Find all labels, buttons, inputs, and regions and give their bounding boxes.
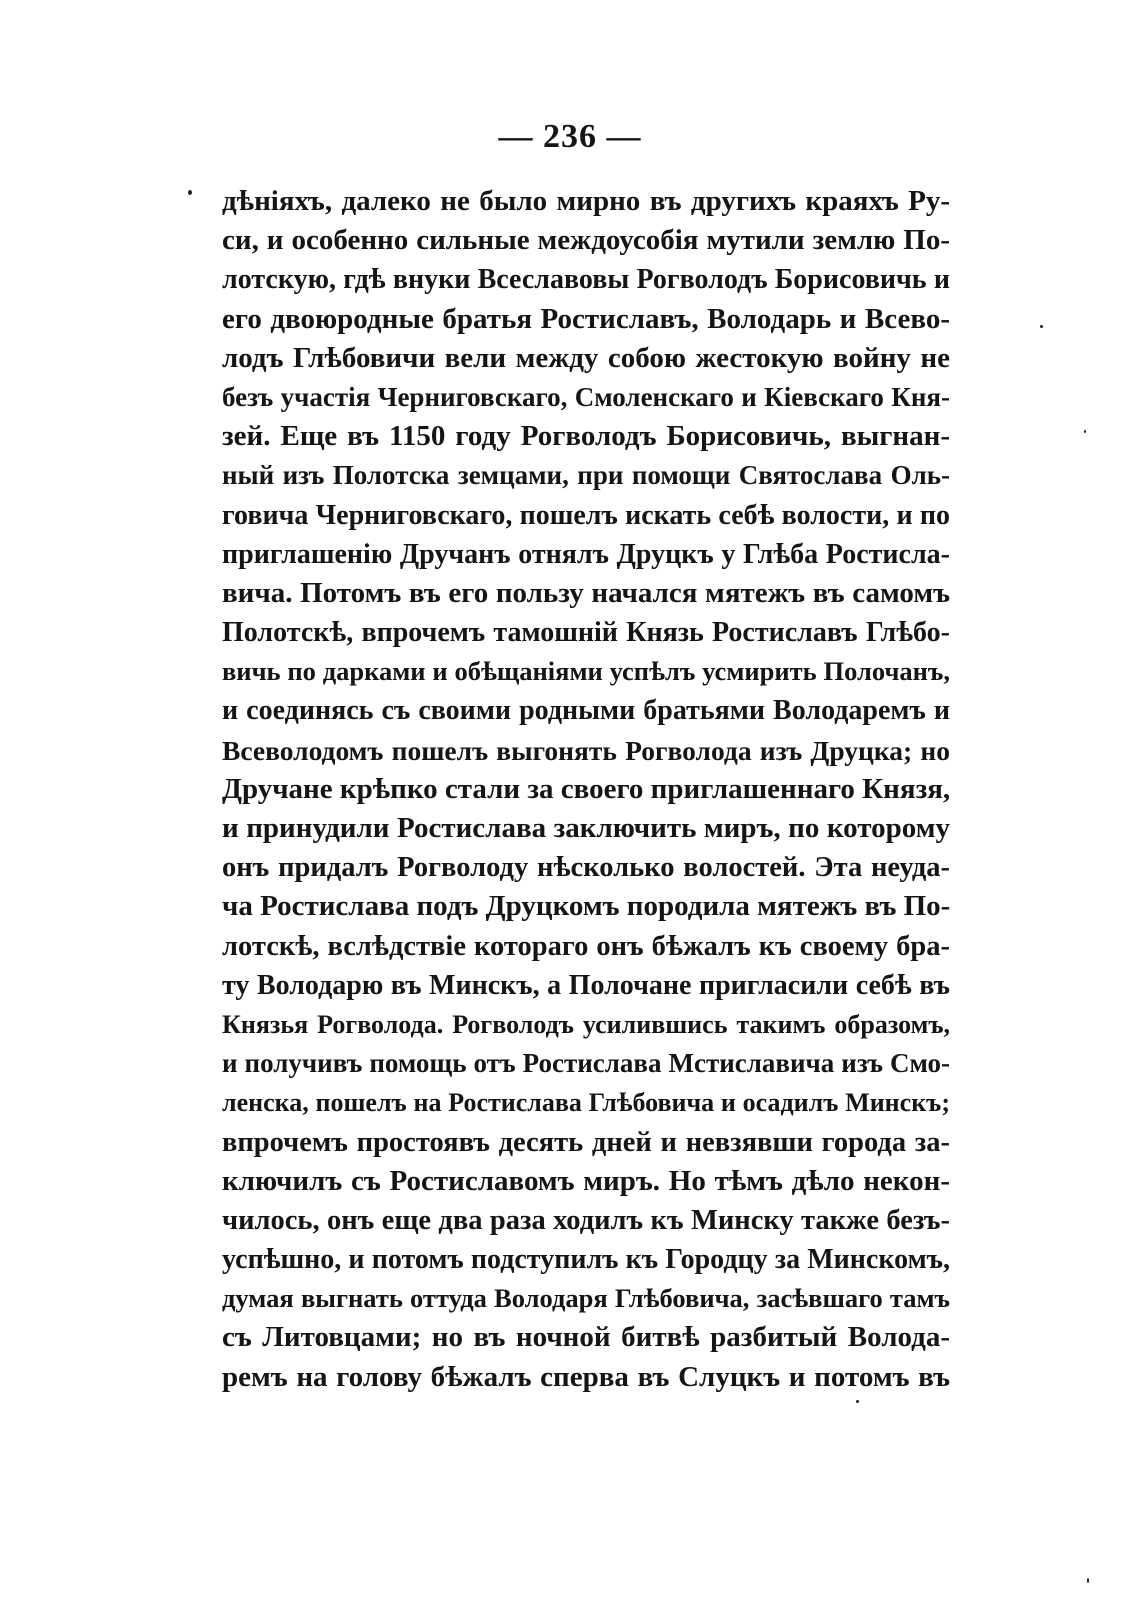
print-speck (1087, 1578, 1089, 1583)
text-line: ту Володарю въ Минскъ, а Полочане пригласили себѣ въ (222, 969, 950, 1001)
text-line: и получивъ помощь отъ Ростислава Мстиславича изъ Смо- (222, 1048, 950, 1079)
text-line: и принудили Ростислава заключить миръ, по которому (222, 812, 950, 844)
page-number: — 236 — (498, 118, 642, 155)
text-line: зей. Еще въ 1150 году Рогволодъ Борисовичь, выгнан- (222, 420, 950, 453)
text-line: ремъ на голову бѣжалъ сперва въ Слуцкъ и потомъ въ (222, 1360, 950, 1393)
text-line: онъ придалъ Рогволоду нѣсколько волостей. Эта неуда- (222, 852, 950, 884)
text-line: говича Черниговскаго, пошелъ искать себѣ волости, и по (222, 499, 950, 531)
text-line: впрочемъ простоявъ десять дней и невзявши города за- (222, 1126, 950, 1158)
text-line: Князья Рогволода. Рогволодъ усилившись такимъ образомъ, (222, 1009, 950, 1039)
print-speck (188, 190, 192, 195)
text-line: Всеволодомъ пошелъ выгонять Рогволода изъ Друцка; но (222, 734, 950, 766)
print-speck (856, 1400, 859, 1403)
text-line: безъ участія Черниговскаго, Смоленскаго и Кіевскаго Кня- (222, 381, 950, 412)
text-line: си, и особенно сильные междоусобія мутили землю По- (222, 224, 950, 257)
text-line: вичь по дарками и обѣщаніями успѣлъ усмирить Полочанъ, (222, 656, 950, 687)
text-line: лотскѣ, вслѣдствіе котораго онъ бѣжалъ къ своему бра- (222, 930, 950, 962)
text-line: ча Ростислава подъ Друцкомъ породила мятежъ въ По- (222, 890, 951, 923)
text-line: приглашенію Дручанъ отнялъ Друцкъ у Глѣба Ростисла- (222, 538, 950, 570)
body-text (222, 182, 950, 1397)
text-line: его двоюродные братья Ростиславъ, Володарь и Всево- (222, 302, 950, 335)
text-line: ный изъ Полотска земцами, при помощи Святослава Оль- (222, 460, 950, 491)
print-speck (1040, 325, 1043, 328)
text-line: чилось, онъ еще два раза ходилъ къ Минску также безъ- (222, 1204, 950, 1236)
print-speck (1084, 430, 1086, 433)
text-line: лотскую, гдѣ внуки Всеславовы Рогволодъ Борисовичь и (222, 264, 950, 296)
text-line: лодъ Глѣбовичи вели между собою жестокую войну не (222, 341, 950, 374)
text-line: ключилъ съ Ростиславомъ миръ. Но тѣмъ дѣло некон- (222, 1164, 950, 1197)
text-line: Полотскѣ, впрочемъ тамошній Князь Ростиславъ Глѣбо- (222, 617, 950, 649)
text-line: ленска, пошелъ на Ростислава Глѣбовича и осадилъ Минскъ; (222, 1088, 950, 1118)
text-line: успѣшно, и потомъ подступилъ къ Городцу за Минскомъ, (222, 1244, 950, 1276)
text-line: дѣніяхъ, далеко не было мирно въ другихъ краяхъ Ру- (222, 185, 950, 217)
text-line: вича. Потомъ въ его пользу начался мятежъ въ самомъ (222, 576, 950, 609)
text-line: думая выгнать оттуда Володаря Глѣбовича, засѣвшаго тамъ (222, 1283, 950, 1314)
text-line: и соединясь съ своими родными братьями Володаремъ и (222, 695, 950, 727)
text-line: Дручане крѣпко стали за своего приглашеннаго Князя, (222, 772, 951, 805)
text-line: съ Литовцами; но въ ночной битвѣ разбитый Володa- (222, 1321, 950, 1354)
